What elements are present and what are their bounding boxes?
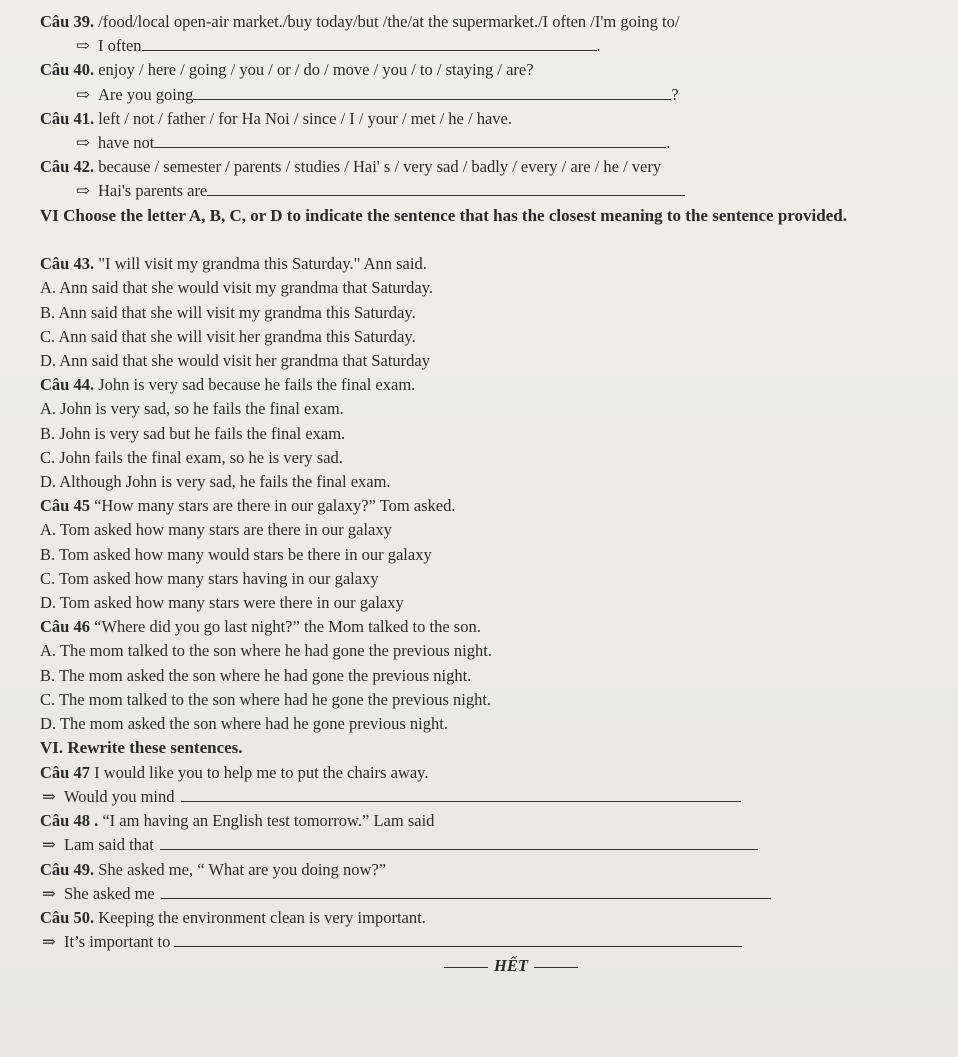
question-number: Câu 40. [40,60,95,80]
option-b[interactable]: B. Tom asked how many would stars be there in our galaxy [40,544,432,564]
arrow-icon: ⇒ [42,786,56,806]
arrow-icon: ⇨ [76,84,90,104]
question-49 [40,858,940,882]
question-text: left / not / father / for Ha Noi / since / I / your / met / he / have. [94,108,512,128]
answer-blank[interactable] [142,36,597,51]
answer-line-49 [40,882,940,906]
answer-line-41 [40,131,940,155]
question-text: enjoy / here / going / you / or / do / move / you / to / staying / are? [94,60,534,80]
answer-blank[interactable] [181,787,741,802]
end-text: HẾT [494,956,528,976]
option-c[interactable]: C. John fails the final exam, so he is very sad. [40,447,343,467]
question-number: Câu 42. [40,157,95,177]
question-42 [40,155,940,179]
question-text: "I will visit my grandma this Saturday." Ann said. [94,254,427,274]
question-text: John is very sad because he fails the final exam. [94,375,416,395]
section-heading-choose: VI Choose the letter A, B, C, or D to indicate the sentence that has the closest meaning to the sentence provided. [40,205,847,225]
question-43 [40,252,940,276]
answer-prompt: She asked me [64,883,155,903]
arrow-icon: ⇨ [76,133,90,153]
answer-end: ? [671,84,679,104]
question-48 [40,809,940,833]
answer-line-47 [40,785,940,809]
question-39 [40,10,940,34]
answer-line-39 [40,34,940,58]
answer-blank[interactable] [154,133,666,148]
answer-blank[interactable] [193,85,671,100]
option-d[interactable]: D. Although John is very sad, he fails the final exam. [40,471,391,491]
end-dash-right [534,967,578,968]
answer-line-48 [40,833,940,857]
option-d[interactable]: D. Ann said that she would visit her grandma that Saturday [40,350,430,370]
option-c[interactable]: C. Ann said that she will visit her grandma this Saturday. [40,326,416,346]
answer-line-42 [40,179,940,203]
answer-prompt: have not [98,133,155,153]
question-47 [40,761,940,785]
question-text: “How many stars are there in our galaxy?” Tom asked. [89,496,456,516]
question-number: Câu 46 [40,617,90,637]
answer-end: . [666,133,671,153]
answer-blank[interactable] [161,884,771,899]
option-c[interactable]: C. Tom asked how many stars having in our galaxy [40,568,379,588]
option-a[interactable]: A. Tom asked how many stars are there in our galaxy [40,520,392,540]
question-40 [40,58,940,82]
question-number: Câu 41. [40,108,95,128]
question-text: “I am having an English test tomorrow.” Lam said [98,811,435,831]
question-text: Keeping the environment clean is very important. [94,907,426,927]
arrow-icon: ⇨ [76,181,90,201]
question-text: She asked me, “ What are you doing now?” [94,859,387,879]
answer-prompt: Are you going [98,84,194,104]
answer-prompt: It’s important to [64,932,171,952]
option-d[interactable]: D. The mom asked the son where had he gone previous night. [40,713,448,733]
option-b[interactable]: B. John is very sad but he fails the final exam. [40,423,346,443]
option-b[interactable]: B. The mom asked the son where he had gone the previous night. [40,665,472,685]
answer-prompt: Lam said that [64,835,154,855]
option-b[interactable]: B. Ann said that she will visit my grandma this Saturday. [40,302,416,322]
section-heading-rewrite: VI. Rewrite these sentences. [40,738,243,758]
question-number: Câu 45 [40,496,90,516]
question-number: Câu 44. [40,375,95,395]
question-number: Câu 39. [40,12,95,31]
option-c[interactable]: C. The mom talked to the son where had he gone the previous night. [40,689,492,709]
answer-blank[interactable] [207,181,685,196]
option-a[interactable]: A. John is very sad, so he fails the final exam. [40,399,344,419]
answer-line-50 [40,930,940,954]
question-46 [40,615,940,639]
question-text: /food/local open-air market./buy today/but /the/at the supermarket./I often /I'm going to/ [94,12,680,31]
answer-blank[interactable] [160,835,758,850]
answer-blank[interactable] [174,932,742,947]
question-number: Câu 50. [40,907,95,927]
question-text: I would like you to help me to put the chairs away. [89,762,429,782]
question-number: Câu 49. [40,859,95,879]
answer-prompt: Hai's parents are [98,181,208,201]
question-44 [40,373,940,397]
question-41 [40,107,940,131]
arrow-icon: ⇒ [42,932,56,952]
question-text: because / semester / parents / studies / Hai' s / very sad / badly / every / are / he / very [94,157,662,177]
option-a[interactable]: A. The mom talked to the son where he had gone the previous night. [40,641,492,661]
end-dash-left [444,967,488,968]
question-number: Câu 43. [40,254,95,274]
question-number: Câu 47 [40,762,90,782]
end-marker [40,954,940,978]
arrow-icon: ⇒ [42,883,56,903]
question-50 [40,906,940,930]
question-number: Câu 48 . [40,811,99,831]
question-45 [40,494,940,518]
option-d[interactable]: D. Tom asked how many stars were there in our galaxy [40,592,404,612]
question-text: “Where did you go last night?” the Mom talked to the son. [89,617,481,637]
option-a[interactable]: A. Ann said that she would visit my grandma that Saturday. [40,278,434,298]
arrow-icon: ⇒ [42,835,56,855]
answer-prompt: Would you mind [64,786,175,806]
answer-prompt: I often [98,36,142,56]
arrow-icon: ⇨ [76,36,90,56]
answer-end: . [596,36,601,56]
answer-line-40 [40,83,940,107]
